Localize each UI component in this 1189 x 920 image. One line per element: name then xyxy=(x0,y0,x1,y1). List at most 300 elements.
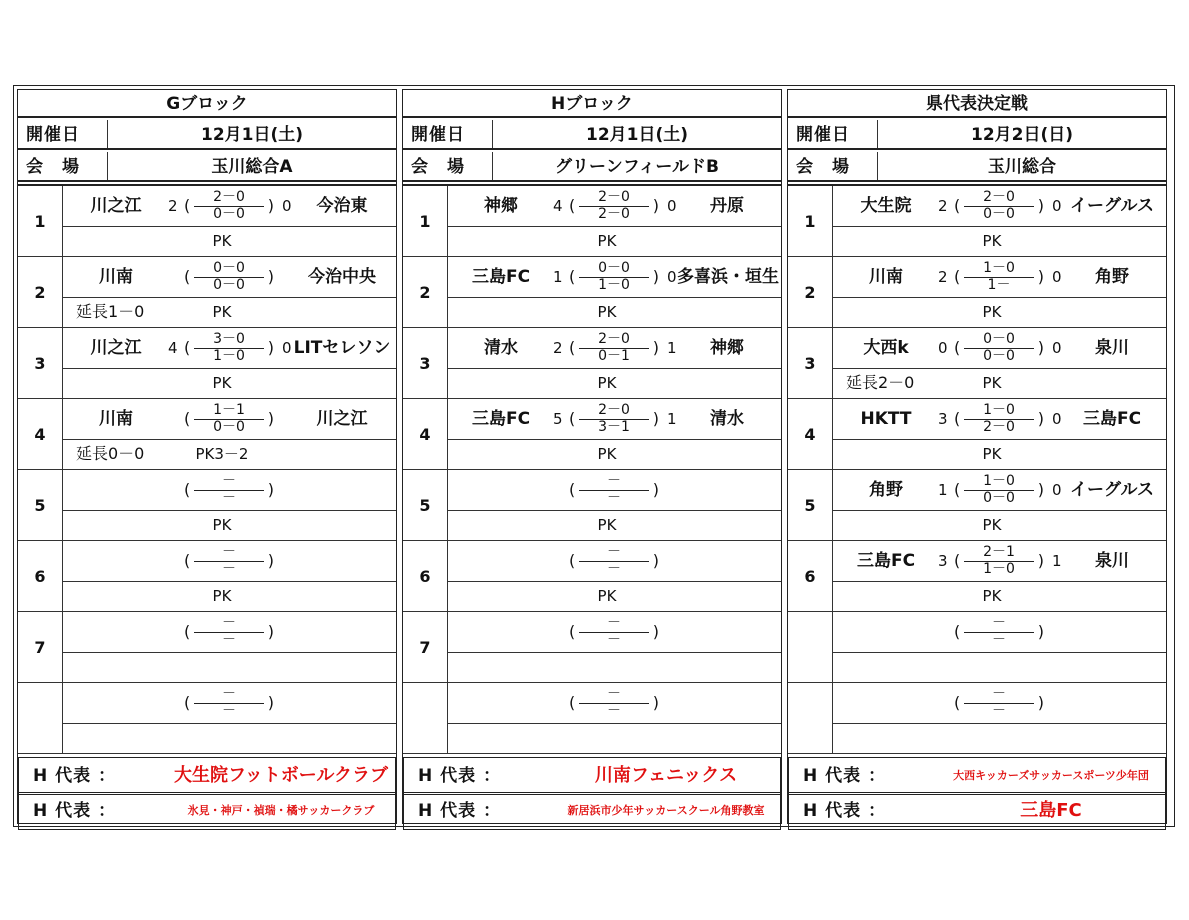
home-score: 0 xyxy=(938,339,948,357)
close-paren: ) xyxy=(652,267,659,286)
open-paren: ( xyxy=(184,196,191,215)
first-half-score: 1－0 xyxy=(964,260,1034,278)
match-extra xyxy=(62,510,396,540)
away-team xyxy=(292,541,392,581)
second-half-score: 0－0 xyxy=(213,206,245,222)
representative-team: 川南フェニックス xyxy=(594,765,738,786)
match-result xyxy=(62,683,396,724)
home-team xyxy=(76,541,156,581)
open-paren: ( xyxy=(569,196,576,215)
close-paren: ) xyxy=(1037,196,1044,215)
representative-team: 氷見・神戸・禎瑞・橘サッカークラブ xyxy=(187,804,375,817)
match-result xyxy=(62,186,396,227)
away-score: 1 xyxy=(667,410,677,428)
home-team: 角野 xyxy=(869,480,903,500)
penalty-kick: PK xyxy=(597,445,617,463)
away-team: 今治東 xyxy=(316,196,368,216)
away-team xyxy=(1062,612,1162,652)
away-team xyxy=(292,683,392,723)
close-paren: ) xyxy=(1037,409,1044,428)
date-value: 12月2日(日) xyxy=(970,125,1074,145)
venue-value: 玉川総合 xyxy=(988,157,1056,177)
venue-row xyxy=(403,152,781,182)
open-paren: ( xyxy=(184,267,191,286)
match-extra xyxy=(62,723,396,753)
match-result xyxy=(62,612,396,653)
half-scores xyxy=(954,472,1044,508)
match-result xyxy=(62,257,396,298)
match-row xyxy=(403,470,781,541)
away-team xyxy=(292,470,392,510)
tournament-sheet xyxy=(13,85,1175,827)
home-team: HKTT xyxy=(860,409,912,429)
first-half-score: 0－0 xyxy=(579,260,649,278)
match-number: 3 xyxy=(18,328,63,398)
second-half-score: － xyxy=(222,703,236,719)
first-half-score: 1－0 xyxy=(964,402,1034,420)
match-row xyxy=(18,470,396,541)
first-half-score: 2－0 xyxy=(579,189,649,207)
match-number: 3 xyxy=(788,328,833,398)
block-title: 県代表決定戦 xyxy=(788,90,1166,118)
first-half-score: － xyxy=(579,473,649,491)
first-half-score: 1－1 xyxy=(194,402,264,420)
penalty-kick: PK xyxy=(982,303,1002,321)
second-half-score: 0－0 xyxy=(983,490,1015,506)
match-extra xyxy=(62,581,396,611)
close-paren: ) xyxy=(652,338,659,357)
open-paren: ( xyxy=(569,551,576,570)
open-paren: ( xyxy=(954,480,961,499)
first-half-score: － xyxy=(194,686,264,704)
home-team: 川之江 xyxy=(90,196,142,216)
match-row xyxy=(788,186,1166,257)
block-3 xyxy=(787,89,1167,824)
match-row xyxy=(788,257,1166,328)
representative-label: H 代表 ： xyxy=(418,766,502,786)
away-score: 0 xyxy=(282,339,292,357)
match-extra xyxy=(62,652,396,682)
home-score: 3 xyxy=(938,552,948,570)
home-team xyxy=(846,683,926,723)
home-team xyxy=(461,470,541,510)
first-half-score: 0－0 xyxy=(964,331,1034,349)
open-paren: ( xyxy=(569,267,576,286)
open-paren: ( xyxy=(569,622,576,641)
open-paren: ( xyxy=(954,551,961,570)
venue-label: 会 場 xyxy=(788,152,878,180)
second-half-score: － xyxy=(992,632,1006,648)
home-score: 4 xyxy=(553,197,563,215)
match-row xyxy=(788,470,1166,541)
first-half-score: 0－0 xyxy=(194,260,264,278)
match-row xyxy=(403,328,781,399)
away-team: 丹原 xyxy=(710,196,744,216)
match-row xyxy=(18,612,396,683)
representative-row-1 xyxy=(18,757,396,795)
match-number xyxy=(18,683,63,753)
date-row xyxy=(788,120,1166,150)
block-title: Hブロック xyxy=(403,90,781,118)
away-score: 0 xyxy=(1052,339,1062,357)
away-score: 1 xyxy=(667,339,677,357)
extra-time-score: 延長0－0 xyxy=(76,444,145,463)
half-scores xyxy=(184,188,274,224)
match-result xyxy=(832,186,1166,227)
second-half-score: － xyxy=(607,561,621,577)
representative-team: 大生院フットボールクラブ xyxy=(173,765,389,786)
penalty-kick: PK xyxy=(212,587,232,605)
half-scores xyxy=(184,330,274,366)
match-row xyxy=(788,399,1166,470)
representative-team: 三島FC xyxy=(1020,800,1082,821)
date-value: 12月1日(土) xyxy=(585,125,689,145)
representative-label: H 代表 ： xyxy=(33,801,117,821)
match-result xyxy=(447,186,781,227)
match-row xyxy=(403,186,781,257)
half-scores xyxy=(569,472,659,508)
match-extra xyxy=(832,439,1166,469)
half-scores xyxy=(569,401,659,437)
match-result xyxy=(447,257,781,298)
match-number: 5 xyxy=(403,470,448,540)
close-paren: ) xyxy=(267,693,274,712)
first-half-score: － xyxy=(579,615,649,633)
match-number: 2 xyxy=(403,257,448,327)
open-paren: ( xyxy=(954,267,961,286)
second-half-score: － xyxy=(607,632,621,648)
match-row xyxy=(18,683,396,754)
match-number: 1 xyxy=(788,186,833,256)
close-paren: ) xyxy=(267,196,274,215)
second-half-score: 0－0 xyxy=(213,419,245,435)
away-score: 0 xyxy=(667,197,677,215)
away-score: 0 xyxy=(1052,197,1062,215)
open-paren: ( xyxy=(184,338,191,357)
half-scores xyxy=(569,685,659,721)
second-half-score: － xyxy=(222,561,236,577)
close-paren: ) xyxy=(267,409,274,428)
match-result xyxy=(832,328,1166,369)
half-scores xyxy=(954,188,1044,224)
away-team xyxy=(677,612,777,652)
match-number: 1 xyxy=(403,186,448,256)
home-team xyxy=(846,612,926,652)
second-half-score: 1－0 xyxy=(983,561,1015,577)
representative-label: H 代表 ： xyxy=(803,766,887,786)
second-half-score: － xyxy=(607,703,621,719)
home-team: 川之江 xyxy=(90,338,142,358)
match-row xyxy=(403,612,781,683)
match-result xyxy=(447,328,781,369)
extra-time-score: 延長1－0 xyxy=(76,302,145,321)
match-result xyxy=(832,399,1166,440)
away-team: イーグルス xyxy=(1070,480,1154,500)
second-half-score: 2－0 xyxy=(598,206,630,222)
half-scores xyxy=(184,614,274,650)
match-list xyxy=(18,184,396,756)
match-number: 4 xyxy=(18,399,63,469)
representative-row-1 xyxy=(788,757,1166,795)
penalty-kick: PK xyxy=(212,303,232,321)
away-team xyxy=(677,541,777,581)
venue-row xyxy=(18,152,396,182)
representative-label: H 代表 ： xyxy=(418,801,502,821)
match-row xyxy=(18,257,396,328)
extra-time-score: 延長2－0 xyxy=(846,373,915,392)
second-half-score: － xyxy=(607,490,621,506)
open-paren: ( xyxy=(954,693,961,712)
first-half-score: 1－0 xyxy=(964,473,1034,491)
close-paren: ) xyxy=(1037,480,1044,499)
date-row xyxy=(18,120,396,150)
close-paren: ) xyxy=(267,551,274,570)
home-team xyxy=(76,612,156,652)
away-team: 角野 xyxy=(1095,267,1129,287)
away-score: 0 xyxy=(282,197,292,215)
match-list xyxy=(788,184,1166,756)
second-half-score: － xyxy=(992,703,1006,719)
representative-row-2 xyxy=(788,792,1166,830)
open-paren: ( xyxy=(184,480,191,499)
home-team: 川南 xyxy=(99,409,133,429)
match-number: 5 xyxy=(18,470,63,540)
first-half-score: 2－1 xyxy=(964,544,1034,562)
close-paren: ) xyxy=(1037,338,1044,357)
away-score: 0 xyxy=(1052,481,1062,499)
away-score: 0 xyxy=(667,268,677,286)
close-paren: ) xyxy=(652,480,659,499)
home-team: 大生院 xyxy=(860,196,912,216)
away-score: 0 xyxy=(1052,410,1062,428)
open-paren: ( xyxy=(954,622,961,641)
open-paren: ( xyxy=(184,551,191,570)
first-half-score: － xyxy=(964,686,1034,704)
match-row xyxy=(403,399,781,470)
match-row xyxy=(788,328,1166,399)
penalty-kick: PK xyxy=(982,587,1002,605)
match-extra xyxy=(447,581,781,611)
close-paren: ) xyxy=(267,338,274,357)
second-half-score: 1－0 xyxy=(213,348,245,364)
first-half-score: 2－0 xyxy=(579,331,649,349)
penalty-kick: PK xyxy=(597,303,617,321)
second-half-score: 1－0 xyxy=(598,277,630,293)
date-label: 開催日 xyxy=(403,120,493,148)
penalty-kick: PK xyxy=(212,516,232,534)
match-extra xyxy=(832,652,1166,682)
home-team xyxy=(461,541,541,581)
match-number: 1 xyxy=(18,186,63,256)
match-result xyxy=(62,470,396,511)
home-score: 3 xyxy=(938,410,948,428)
first-half-score: － xyxy=(579,544,649,562)
home-team: 神郷 xyxy=(484,196,518,216)
close-paren: ) xyxy=(1037,693,1044,712)
penalty-kick: PK xyxy=(597,587,617,605)
close-paren: ) xyxy=(652,622,659,641)
penalty-kick: PK xyxy=(212,374,232,392)
match-result xyxy=(447,541,781,582)
half-scores xyxy=(954,543,1044,579)
close-paren: ) xyxy=(652,196,659,215)
venue-row xyxy=(788,152,1166,182)
home-team xyxy=(461,612,541,652)
first-half-score: － xyxy=(194,615,264,633)
match-extra xyxy=(832,226,1166,256)
match-number xyxy=(788,612,833,682)
home-score: 2 xyxy=(938,268,948,286)
home-team: 清水 xyxy=(484,338,518,358)
away-team: 今治中央 xyxy=(308,267,376,287)
first-half-score: 2－0 xyxy=(579,402,649,420)
home-team xyxy=(461,683,541,723)
match-result xyxy=(447,470,781,511)
match-result xyxy=(62,328,396,369)
open-paren: ( xyxy=(954,196,961,215)
away-team: 川之江 xyxy=(316,409,368,429)
half-scores xyxy=(569,543,659,579)
open-paren: ( xyxy=(569,409,576,428)
match-extra xyxy=(62,368,396,398)
match-result xyxy=(447,683,781,724)
match-result xyxy=(62,399,396,440)
half-scores xyxy=(954,401,1044,437)
representative-row-2 xyxy=(403,792,781,830)
away-team xyxy=(1062,683,1162,723)
match-extra xyxy=(62,297,396,327)
match-result xyxy=(832,470,1166,511)
representative-row-2 xyxy=(18,792,396,830)
match-row xyxy=(788,541,1166,612)
match-row xyxy=(788,683,1166,754)
home-team: 三島FC xyxy=(856,551,916,571)
block-title: Gブロック xyxy=(18,90,396,118)
close-paren: ) xyxy=(652,693,659,712)
home-score: 5 xyxy=(553,410,563,428)
penalty-kick: PK xyxy=(212,232,232,250)
half-scores xyxy=(569,188,659,224)
home-team: 三島FC xyxy=(471,267,531,287)
close-paren: ) xyxy=(652,409,659,428)
match-extra xyxy=(447,297,781,327)
match-result xyxy=(832,257,1166,298)
open-paren: ( xyxy=(184,693,191,712)
open-paren: ( xyxy=(954,409,961,428)
home-score: 1 xyxy=(553,268,563,286)
match-row xyxy=(18,328,396,399)
half-scores xyxy=(954,685,1044,721)
home-score: 2 xyxy=(168,197,178,215)
date-label: 開催日 xyxy=(18,120,108,148)
home-team: 川南 xyxy=(869,267,903,287)
date-row xyxy=(403,120,781,150)
half-scores xyxy=(184,401,274,437)
second-half-score: 1－ xyxy=(987,277,1011,293)
home-score: 4 xyxy=(168,339,178,357)
representative-team: 大西キッカーズサッカースポーツ少年団 xyxy=(953,769,1149,782)
home-score: 2 xyxy=(553,339,563,357)
match-number xyxy=(403,683,448,753)
second-half-score: 0－1 xyxy=(598,348,630,364)
match-row xyxy=(788,612,1166,683)
match-row xyxy=(18,399,396,470)
representative-label: H 代表 ： xyxy=(803,801,887,821)
penalty-kick: PK xyxy=(597,374,617,392)
venue-value: グリーンフィールドB xyxy=(555,157,719,177)
first-half-score: － xyxy=(194,544,264,562)
home-team: 川南 xyxy=(99,267,133,287)
block-2 xyxy=(402,89,782,824)
date-label: 開催日 xyxy=(788,120,878,148)
match-number: 2 xyxy=(18,257,63,327)
away-team: 泉川 xyxy=(1095,551,1129,571)
open-paren: ( xyxy=(569,693,576,712)
match-extra xyxy=(447,510,781,540)
half-scores xyxy=(184,685,274,721)
match-number: 6 xyxy=(788,541,833,611)
close-paren: ) xyxy=(1037,622,1044,641)
half-scores xyxy=(954,330,1044,366)
away-team: 神郷 xyxy=(710,338,744,358)
close-paren: ) xyxy=(1037,551,1044,570)
match-row xyxy=(403,541,781,612)
half-scores xyxy=(954,259,1044,295)
match-extra xyxy=(832,297,1166,327)
representative-team: 新居浜市少年サッカースクール角野教室 xyxy=(567,804,765,817)
match-extra xyxy=(447,652,781,682)
match-row xyxy=(18,186,396,257)
second-half-score: 2－0 xyxy=(983,419,1015,435)
match-number: 2 xyxy=(788,257,833,327)
away-score: 1 xyxy=(1052,552,1062,570)
match-extra xyxy=(447,439,781,469)
match-result xyxy=(832,541,1166,582)
half-scores xyxy=(569,330,659,366)
away-team: LITセレソン xyxy=(293,338,391,358)
close-paren: ) xyxy=(267,267,274,286)
away-score: 0 xyxy=(1052,268,1062,286)
away-team: 多喜浜・垣生 xyxy=(677,267,779,287)
penalty-kick: PK xyxy=(982,516,1002,534)
home-team xyxy=(76,470,156,510)
match-number xyxy=(788,683,833,753)
match-number: 6 xyxy=(18,541,63,611)
half-scores xyxy=(569,259,659,295)
half-scores xyxy=(569,614,659,650)
away-team xyxy=(677,683,777,723)
close-paren: ) xyxy=(267,622,274,641)
match-extra xyxy=(447,368,781,398)
match-number: 3 xyxy=(403,328,448,398)
penalty-kick: PK xyxy=(982,232,1002,250)
match-row xyxy=(18,541,396,612)
half-scores xyxy=(954,614,1044,650)
second-half-score: 0－0 xyxy=(983,206,1015,222)
penalty-kick: PK xyxy=(597,516,617,534)
second-half-score: － xyxy=(222,490,236,506)
away-team xyxy=(677,470,777,510)
open-paren: ( xyxy=(569,338,576,357)
first-half-score: － xyxy=(964,615,1034,633)
match-number: 5 xyxy=(788,470,833,540)
match-result xyxy=(447,612,781,653)
away-team: 泉川 xyxy=(1095,338,1129,358)
representative-row-1 xyxy=(403,757,781,795)
open-paren: ( xyxy=(184,409,191,428)
match-extra xyxy=(62,439,396,469)
match-number: 4 xyxy=(403,399,448,469)
